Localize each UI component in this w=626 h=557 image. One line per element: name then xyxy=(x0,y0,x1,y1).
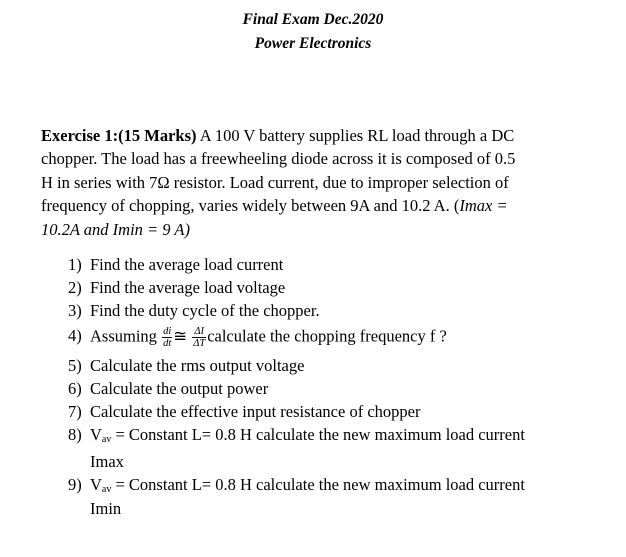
question-9: 9) $V_{av}$ = Constant L= 0.8 H calculate the new maximum load current xyxy=(68,475,525,495)
question-8: 8) $V_{av}$ = Constant L= 0.8 H calculate the new maximum load current xyxy=(68,425,525,445)
question-3: 3) Find the duty cycle of the chopper. xyxy=(68,301,320,320)
statement-line-4: frequency of chopping, varies widely between 9A and 10.2 A. (Imax = xyxy=(41,196,508,216)
question-8-continuation: Imax xyxy=(90,452,124,471)
statement-line-3: H in series with 7Ω resistor. Load current, due to improper selection of xyxy=(41,172,509,192)
imax-expression: Imax = xyxy=(459,196,508,216)
fraction-di-dt: $\frac{di}{dt}$ xyxy=(163,326,172,349)
exam-title: Final Exam Dec.2020 xyxy=(242,11,384,28)
fraction-delta-i-delta-t: $\frac{\Delta I}{\Delta T}$ xyxy=(193,326,206,349)
exercise-statement xyxy=(41,124,561,241)
statement-line-1: Exercise 1:(15 Marks) A 100 V battery supplies RL load through a DC xyxy=(41,126,515,145)
question-2: 2) Find the average load voltage xyxy=(68,278,286,297)
question-9-continuation: Imin xyxy=(90,499,122,518)
exercise-label: Exercise 1:(15 Marks) xyxy=(41,126,197,145)
statement-line-2: chopper. The load has a freewheeling diode across it is composed of 0.5 xyxy=(41,149,516,169)
course-title: Power Electronics xyxy=(254,35,372,52)
question-5: 5) Calculate the rms output voltage xyxy=(68,356,305,375)
imin-expression: 10.2A and Imin = 9 A) xyxy=(41,219,190,239)
question-7: 7) Calculate the effective input resistance of chopper xyxy=(68,402,421,421)
question-6: 6) Calculate the output power xyxy=(68,379,269,398)
question-4: 4) Assuming $\frac{di}{dt}$ ≅ $\frac{\Delta I}{\Delta T}$ calculate the chopping frequency f ? xyxy=(68,326,447,349)
question-1: 1) Find the average load current xyxy=(68,255,284,274)
